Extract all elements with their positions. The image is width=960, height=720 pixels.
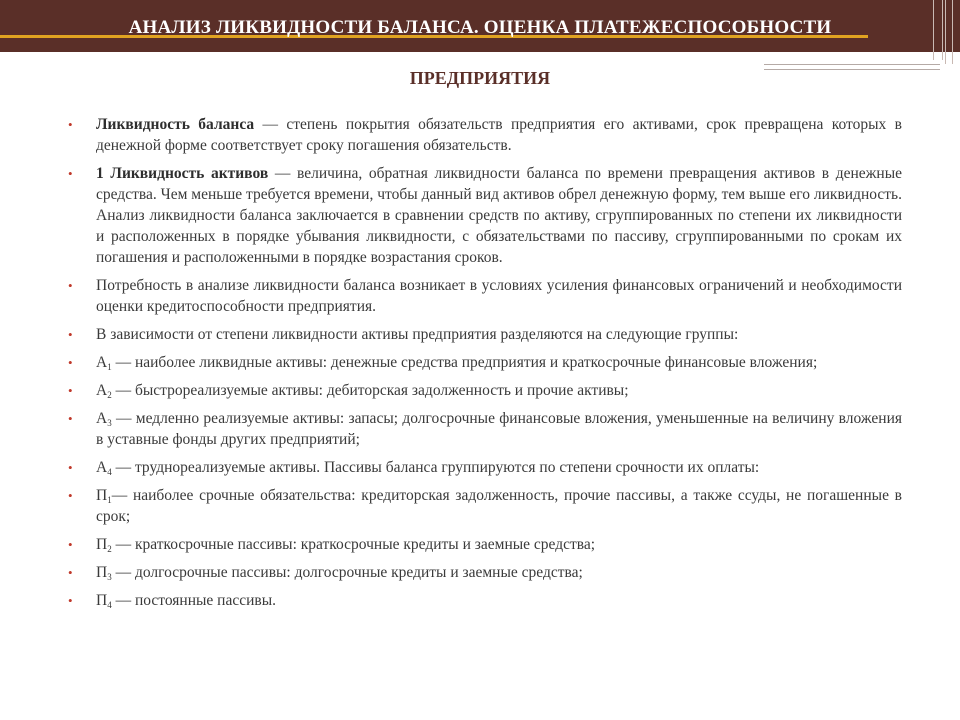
item-sub: 3 — [107, 572, 112, 582]
bullet-icon: • — [68, 278, 73, 293]
bullet-icon: • — [68, 166, 73, 181]
item-text: — степень покрытия обязательств предприятия его активами, срок превращена которых в денежной форме соответствует сроку погашения обязательств. — [96, 116, 902, 154]
decorative-frame-outer — [945, 0, 953, 64]
list-item — [68, 534, 902, 555]
item-prefix: А — [96, 354, 108, 371]
list-item — [68, 114, 902, 156]
bullet-icon: • — [68, 460, 73, 475]
item-prefix: П — [96, 592, 108, 609]
item-prefix: А — [96, 382, 108, 399]
bullet-icon: • — [68, 593, 73, 608]
item-text: — краткосрочные пассивы: краткосрочные кредиты и заемные средства; — [111, 536, 596, 553]
bullet-list — [68, 114, 902, 611]
bullet-icon: • — [68, 355, 73, 370]
item-text: — труднореализуемые активы. Пассивы баланса группируются по степени срочности их оплаты: — [111, 459, 760, 476]
decorative-frame — [933, 0, 943, 60]
bullet-icon: • — [68, 383, 73, 398]
list-item — [68, 352, 902, 373]
item-bold: Ликвидность баланса — [96, 116, 255, 133]
list-item — [68, 324, 902, 345]
list-item — [68, 380, 902, 401]
item-text: — быстрореализуемые активы: дебиторская задолженность и прочие активы; — [111, 382, 629, 399]
bullet-icon: • — [68, 488, 73, 503]
list-item — [68, 163, 902, 268]
item-text: В зависимости от степени ликвидности активы предприятия разделяются на следующие группы: — [96, 326, 739, 343]
item-sub: 4 — [107, 600, 112, 610]
item-bold: 1 Ликвидность активов — [96, 165, 269, 182]
list-item — [68, 485, 902, 527]
bullet-icon: • — [68, 537, 73, 552]
bullet-icon: • — [68, 565, 73, 580]
item-text: — долгосрочные пассивы: долгосрочные кредиты и заемные средства; — [111, 564, 583, 581]
slide-subtitle: ПРЕДПРИЯТИЯ — [409, 68, 551, 88]
item-text: — медленно реализуемые активы: запасы; долгосрочные финансовые вложения, уменьшенные на величину вложения в уставные фонды других предприятий; — [96, 410, 902, 448]
list-item — [68, 457, 902, 478]
slide-title: АНАЛИЗ ЛИКВИДНОСТИ БАЛАНСА. ОЦЕНКА ПЛАТЕЖЕСПОСОБНОСТИ — [128, 17, 832, 38]
item-sub: 3 — [107, 418, 112, 428]
bullet-icon: • — [68, 117, 73, 132]
item-sub: 2 — [107, 390, 112, 400]
item-text: — наиболее ликвидные активы: денежные средства предприятия и краткосрочные финансовые вложения; — [111, 354, 818, 371]
item-sub: 4 — [107, 467, 112, 477]
item-text: Потребность в анализе ликвидности баланса возникает в условиях усиления финансовых ограничений и необходимости оценки кредитоспособности предприятия. — [96, 277, 902, 315]
item-prefix: П — [96, 536, 108, 553]
list-item — [68, 275, 902, 317]
item-prefix: П — [96, 487, 108, 504]
item-prefix: А — [96, 410, 108, 427]
item-text: — наиболее срочные обязательства: кредиторская задолженность, прочие пассивы, а также ссуды, не погашенные в срок; — [96, 487, 902, 525]
item-sub: 2 — [107, 544, 112, 554]
list-item — [68, 562, 902, 583]
bullet-icon: • — [68, 411, 73, 426]
list-item — [68, 408, 902, 450]
item-text: — постоянные пассивы. — [111, 592, 277, 609]
slide-content — [68, 114, 902, 618]
item-prefix: П — [96, 564, 108, 581]
list-item — [68, 590, 902, 611]
item-sub: 1 — [107, 362, 112, 372]
item-prefix: А — [96, 459, 108, 476]
item-text: — величина, обратная ликвидности баланса по времени превращения активов в денежные средства. Чем меньше требуется времени, чтобы данный вид активов обрел денежную форму, тем выше его ликвидность. Анализ ликвидности баланса заключается в сравнении средств по активу, сгруппированных по степени их ликвидности и расположенных в порядке убывания ликвидности, с обязательствами по пассиву, сгруппированными по срокам их погашения и расположенными в порядке возрастания сроков. — [96, 165, 902, 266]
item-sub: 1 — [107, 495, 112, 505]
bullet-icon: • — [68, 327, 73, 342]
